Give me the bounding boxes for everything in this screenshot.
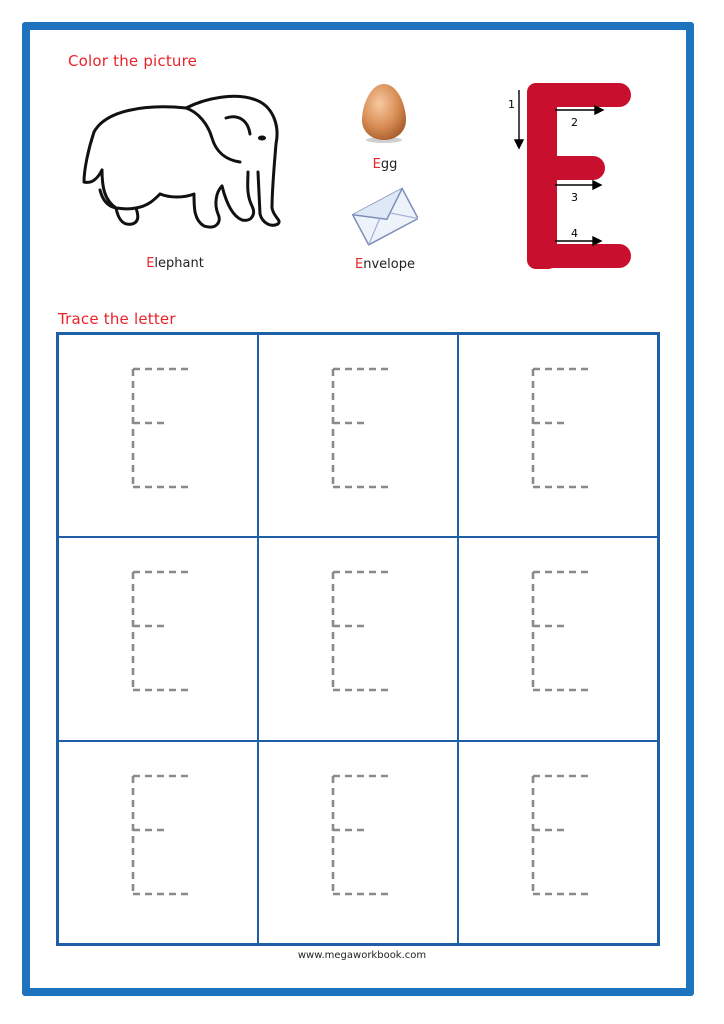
trace-cell[interactable] bbox=[258, 334, 458, 537]
stroke-number-1: 1 bbox=[508, 98, 515, 111]
dashed-letter-e bbox=[129, 365, 191, 491]
dashed-letter-e bbox=[329, 568, 391, 694]
trace-cell[interactable] bbox=[458, 741, 658, 944]
dashed-letter-e bbox=[329, 772, 391, 898]
dashed-letter-e bbox=[529, 568, 591, 694]
color-picture-heading: Color the picture bbox=[68, 52, 198, 70]
stroke-number-3: 3 bbox=[571, 191, 578, 204]
egg-label-rest: gg bbox=[380, 157, 398, 172]
elephant-label-rest: lephant bbox=[154, 256, 204, 271]
tracing-grid bbox=[56, 332, 660, 946]
stroke-number-4: 4 bbox=[571, 227, 578, 240]
trace-cell[interactable] bbox=[58, 334, 258, 537]
letter-e-stroke-guide bbox=[505, 80, 635, 272]
envelope-label-rest: nvelope bbox=[363, 257, 415, 272]
trace-cell[interactable] bbox=[458, 334, 658, 537]
egg-label-initial: E bbox=[372, 157, 381, 172]
elephant-label bbox=[120, 256, 230, 271]
dashed-letter-e bbox=[529, 365, 591, 491]
trace-cell[interactable] bbox=[58, 537, 258, 740]
stroke-number-2: 2 bbox=[571, 116, 578, 129]
trace-letter-heading: Trace the letter bbox=[58, 310, 176, 328]
envelope-picture bbox=[350, 182, 418, 246]
elephant-label-initial: E bbox=[146, 256, 155, 271]
trace-cell[interactable] bbox=[58, 741, 258, 944]
dashed-letter-e bbox=[129, 772, 191, 898]
elephant-picture bbox=[76, 90, 286, 240]
trace-cell[interactable] bbox=[258, 537, 458, 740]
footer-url: www.megaworkbook.com bbox=[297, 950, 427, 961]
egg-picture bbox=[358, 80, 410, 146]
egg-label bbox=[350, 157, 420, 172]
dashed-letter-e bbox=[129, 568, 191, 694]
envelope-label-initial: E bbox=[355, 257, 364, 272]
trace-cell[interactable] bbox=[258, 741, 458, 944]
envelope-label bbox=[345, 257, 425, 272]
dashed-letter-e bbox=[329, 365, 391, 491]
dashed-letter-e bbox=[529, 772, 591, 898]
trace-cell[interactable] bbox=[458, 537, 658, 740]
